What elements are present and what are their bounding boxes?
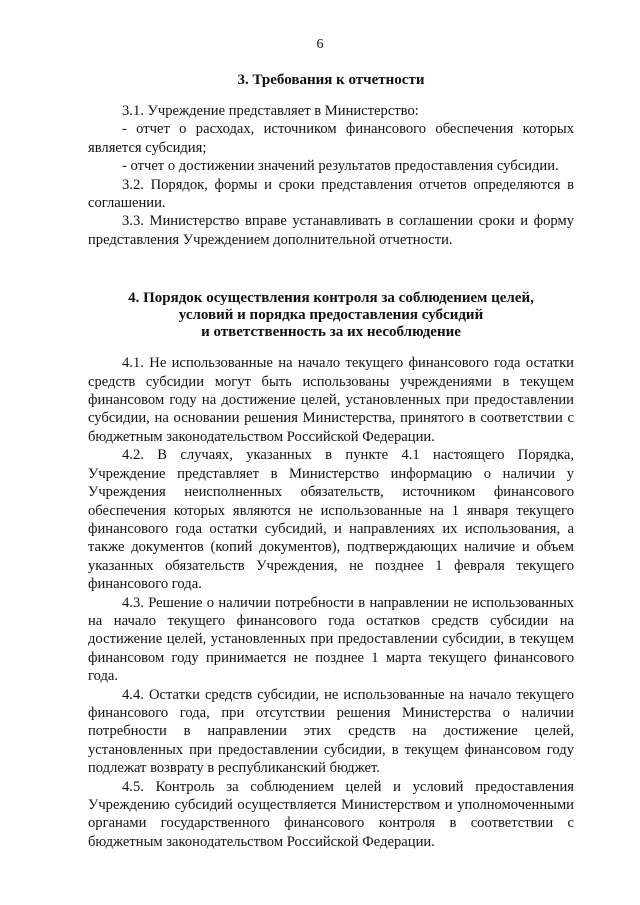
section-4-heading-line-2: условий и порядка предоставления субсидий xyxy=(178,307,484,324)
list-item-results-report: - отчет о достижении значений результатов предоставления субсидии. xyxy=(122,158,559,175)
paragraph-4-4: 4.4. Остатки средств субсидии, не использованные на начало текущего финансового года, при отсутствии решения Министерства о наличии потребности в направлении этих средств на достижение целей, установленных при предоставлении субсидии, в текущем финансовом году подлежат возврату в республиканский бюджет. xyxy=(88,686,574,777)
section-4-heading xyxy=(88,290,574,341)
paragraph-3-1: 3.1. Учреждение представляет в Министерство: xyxy=(122,103,419,119)
section-3-heading: 3. Требования к отчетности xyxy=(237,72,425,88)
paragraph-3-2: 3.2. Порядок, формы и сроки представления отчетов определяются в соглашении. xyxy=(88,176,574,212)
section-4-heading-line-1: 4. Порядок осуществления контроля за соблюдением целей, xyxy=(128,290,534,307)
paragraph-3-3: 3.3. Министерство вправе устанавливать в соглашении сроки и форму представления Учреждением дополнительной отчетности. xyxy=(88,213,574,248)
paragraph-4-1: 4.1. Не использованные на начало текущего финансового года остатки средств субсидии могут быть использованы учреждениями в текущем финансовом году на достижение целей, установленных при предоставлении субсидии, на основании решения Министерства, принятого в соответствии с бюджетным законодательством Российской Федерации. xyxy=(88,355,574,445)
page-number: 6 xyxy=(316,37,324,52)
document-body xyxy=(88,72,574,851)
paragraph-4-2: 4.2. В случаях, указанных в пункте 4.1 настоящего Порядка, Учреждение представляет в Министерство информацию о наличии у Учреждения неисполненных обязательств, источником финансового обеспечения которых являются не использованные на 1 января текущего финансового года остатки субсидий, и направлениях их использования, а также документов (копий документов), подтверждающих наличие и объем указанных обязательств Учреждения, не позднее 1 февраля текущего финансового года. xyxy=(88,447,574,593)
section-3-body xyxy=(88,102,574,249)
section-4-heading-line-3: и ответственность за их несоблюдение xyxy=(201,324,461,341)
section-4-body xyxy=(88,354,574,851)
paragraph-4-3: 4.3. Решение о наличии потребности в направлении не использованных на начало текущего финансового года остатков средств субсидии на достижение целей, установленных при предоставлении субсидии, в текущем финансовом году принимается не позднее 1 марта текущего финансового года. xyxy=(88,594,574,685)
paragraph-4-5: 4.5. Контроль за соблюдением целей и условий предоставления Учреждению субсидий осуществляется Министерством и уполномоченными органами государственного финансового контроля в соответствии с бюджетным законодательством Российской Федерации. xyxy=(88,778,574,850)
list-item-expense-report: - отчет о расходах, источником финансового обеспечения которых является субсидия; xyxy=(88,121,574,156)
